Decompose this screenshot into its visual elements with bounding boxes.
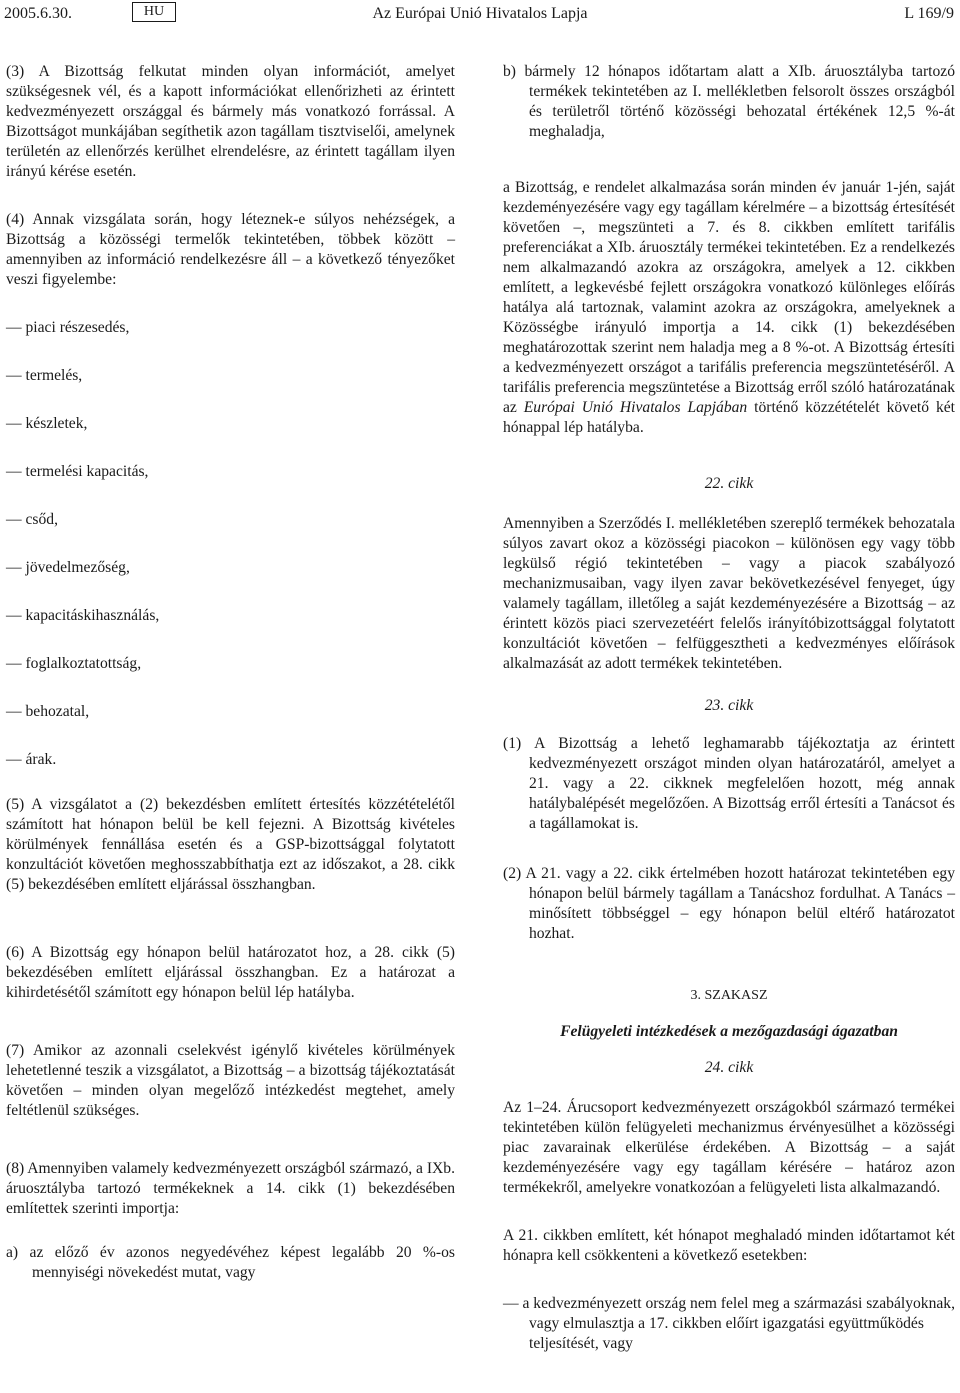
article-24-dash-item: — a kedvezményezett ország nem felel meg a származási szabályoknak, vagy elmulasztja a 17. cikkben előírt igazgatási együttműködés teljesítését, vagy [503,1295,956,1352]
page-number: L 169/9 [904,5,954,22]
article-24-paragraph-2: A 21. cikkben említett, két hónapot meghaladó minden időtartamot két hónapra kell csökkenteni a következő esetekben: [503,1227,955,1264]
factor-item: — készletek, [6,415,88,432]
journal-title: Az Európai Unió Hivatalos Lapja [372,5,588,22]
paragraph-3: (3) A Bizottság felkutat minden olyan információt, amelyet szükségesnek vél, és a kapott információkat ellenőrizheti az érintett kedvezményezett országgal és bármely más vonatkozó forrással. A Bizottságot munkájában segíthetik azon tagállam tisztviselői, amelynek területén az ellenőrzés kerülhet elrendelésre, az érintett tagállam ilyen irányú kérése esetén. [6,63,455,180]
article-22-title: 22. cikk [704,475,754,492]
factor-item: — behozatal, [6,703,90,720]
section-number: 3. SZAKASZ [690,988,768,1003]
article-23-paragraph-1: (1) A Bizottság a lehető leghamarabb tájékoztatja az érintett kedvezményezett országot minden olyan határozatáról, amelyet a 21. vagy a 22. cikknek megfelelően hozott, még annak hatálybalépését megelőzően. A Bizottság erről értesíti a Tanácsot és a tagállamokat is. [503,735,955,832]
left-column [6,62,455,1283]
paragraph-8-point-a: a) az előző év azonos negyedévéhez képest legalább 20 %-os mennyiségi növekedést mutat, vagy [6,1244,455,1281]
article-22-text: Amennyiben a Szerződés I. mellékletében szereplő termékek behozatala súlyos zavart okoz a közösségi piacokon – különösen egy vagy több legkülső régió tekintetében – vagy a piacok szabályozó mechanizmusaiban, vagy ilyen zavar bekövetkezésével fenyeget, úgy valamely tagállam, illetőleg a saját kezdeményezésére a Bizottság – az érintett közös piaci szervezetéért felelős irányítóbizottsággal folytatott konzultációt követően – felfüggesztheti a kedvezményes előírások alkalmazását az adott termékek tekintetében. [503,515,955,672]
paragraph-8-point-b: b) bármely 12 hónapos időtartam alatt a XIb. áruosztályba tartozó termékek tekintetében az I. mellékletben felsorolt összes országból és területről történő közösségi behozatal értékének 12,5 %-át meghaladja, [503,63,955,140]
language-badge: HU [132,2,176,22]
factor-item: — termelés, [6,367,83,384]
page-header [0,0,960,28]
factor-item: — piaci részesedés, [6,319,130,336]
article-24-title: 24. cikk [704,1059,754,1076]
publication-date: 2005.6.30. [4,5,72,22]
article-23-paragraph-2: (2) A 21. vagy a 22. cikk értelmében hozott határozat tekintetében egy hónapon belül bármely tagállam a Tanácshoz fordulhat. A Tanács – minősített többséggel – egy hónapon belül eltérő határozatot hozhat. [503,865,955,942]
section-title: Felügyeleti intézkedések a mezőgazdasági ágazatban [560,1023,898,1040]
paragraph-6: (6) A Bizottság egy hónapon belül határozatot hoz, a 28. cikk (5) bekezdésében említett eljárással összhangban. Ez a határozat a kihirdetésétől számított egy hónapon belül lép hatályba. [6,944,455,1001]
right-column [503,62,955,1354]
factor-item: — árak. [6,751,57,768]
factor-item: — kapacitáskihasználás, [6,607,160,624]
paragraph-termination [503,178,955,438]
paragraph-8: (8) Amennyiben valamely kedvezményezett országból származó, a IXb. áruosztályba tartozó termékeknek a 14. cikk (1) bekezdésében említettek szerinti importja: [6,1160,456,1217]
factor-item: — csőd, [6,511,58,528]
article-23-title: 23. cikk [704,697,754,714]
paragraph-4: (4) Annak vizsgálata során, hogy léteznek-e súlyos nehézségek, a Bizottság a közösségi termelők tekintetében, többek között – amennyiben az információ rendelkezésre áll – a következő tényezőket veszi figyelembe: [6,211,455,288]
factor-item: — termelési kapacitás, [6,463,149,480]
factor-item: — foglalkoztatottság, [6,655,142,672]
journal-reference: Európai Unió Hivatalos Lapjában [523,399,748,416]
article-24-paragraph-1: Az 1–24. Árucsoport kedvezményezett országokból származó termékei tekintetében külön felügyeleti mechanizmus érvényesülhet a közösségi piac zavarainak elkerülése érdekében. A Bizottság – a saját kezdeményezésére vagy egy tagállam kérésére – határoz azon termékekről, amelyekre vonatkozóan a felügyeleti lista alkalmazandó. [503,1099,955,1196]
factor-item: — jövedelmezőség, [6,559,130,576]
termination-text-end: történő közzétételét követő két hónappal lép hatályba. [503,399,955,436]
paragraph-5: (5) A vizsgálatot a (2) bekezdésben említett értesítés közzétételétől számított hat hónapon belül be kell fejezni. A Bizottság kivételes körülmények fennállása esetén és a GSP-bizottsággal folytatott konzultációt követően meghosszabbíthatja ezt az időszakot, a 28. cikk (5) bekezdésében említett eljárással összhangban. [6,796,455,893]
termination-text: a Bizottság, e rendelet alkalmazása során minden év január 1-jén, saját kezdeményezésére vagy egy tagállam kérelmére – a bizottság értesítését követően –, megszünteti a 7. és 8. cikkben említett tarifális preferenciákat a XIb. áruosztály termékei tekintetében. Ez a rendelkezés nem alkalmazandó azokra az országokra, amelyek a 12. cikkben említett, a legkevésbé fejlett országokra vonatkozó különleges előírás hatálya alá tartoznak, valamint azokra az országokra, amelyeknek a Közösségbe irányuló importja a 14. cikk (1) bekezdésében meghatározottak szerint nem haladja meg a 8 %-ot. A Bizottság értesíti a kedvezményezett országot a tarifális preferencia megszüntetéséről. A tarifális preferencia megszüntetése a Bizottság erről szóló határozatának az [503,179,955,416]
paragraph-7: (7) Amikor az azonnali cselekvést igénylő kivételes körülmények lehetetlenné teszik a vizsgálatot, a Bizottság – a bizottság tájékoztatását követően – minden olyan megelőző intézkedést megtehet, amely feltétlenül szükséges. [6,1042,455,1119]
